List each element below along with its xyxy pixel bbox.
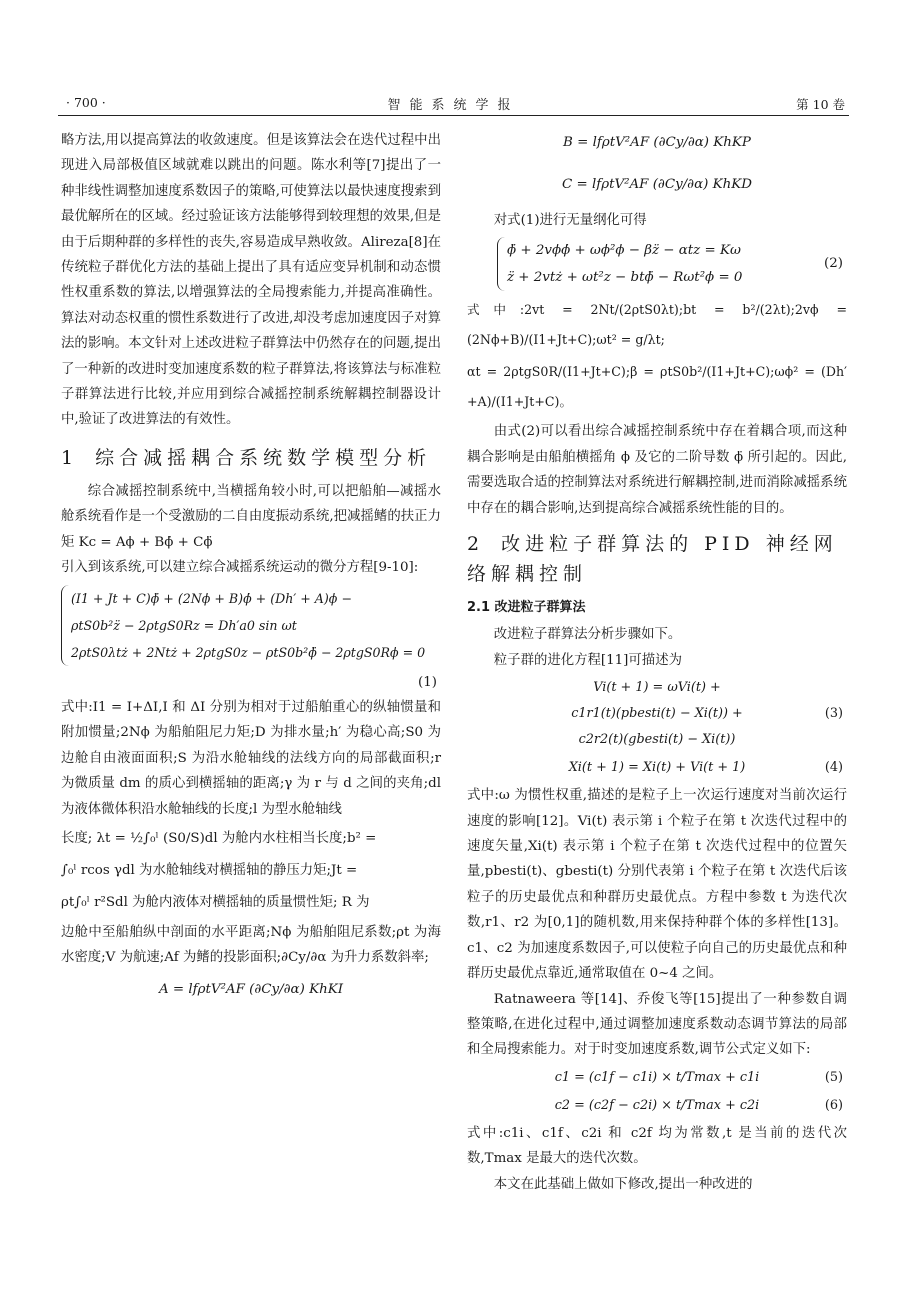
equation-5-number: (5) bbox=[824, 1069, 843, 1085]
equation-2-line-2: z̈ + 2vtż + ωt²z − btϕ̈ − Rωt²ϕ = 0 bbox=[507, 270, 743, 286]
definitions-line-1: 式中:2vt = 2Nt/(2ρtS0λt);bt = b²/(2λt);2vϕ = (2Nϕ+B)/(I1+Jt+C);ωt² = g/λt; bbox=[467, 302, 847, 348]
left-column bbox=[61, 128, 441, 1005]
modification-paragraph: 本文在此基础上做如下修改,提出一种改进的 bbox=[493, 1176, 753, 1192]
equation-2 bbox=[467, 237, 847, 291]
equation-3 bbox=[467, 675, 847, 753]
symbol-lambda: 长度; λt = ½∫₀ˡ (S0/S)dl 为舱内水柱相当长度;b² = bbox=[61, 830, 377, 846]
symbol-b2: ∫₀ˡ rcos γdl 为水舱轴线对横摇轴的静压力矩;Jt = bbox=[61, 862, 358, 878]
equation-6-body: c2 = (c2f − c2i) × t/Tmax + c2i bbox=[554, 1097, 760, 1113]
equation-4 bbox=[467, 755, 847, 781]
running-header bbox=[58, 93, 849, 116]
equation-1-number: (1) bbox=[418, 674, 437, 690]
equation-6-number: (6) bbox=[824, 1097, 843, 1113]
equation-3-line-2: c1r1(t)(pbesti(t) − Xi(t)) + bbox=[571, 706, 743, 722]
section-2-number: 2 bbox=[467, 533, 480, 556]
equation-1-line-3: 2ρtS0λtż + 2Ntż + 2ρtgS0z − ρtS0b²ϕ̈ − 2ρtgS0Rϕ = 0 bbox=[71, 644, 426, 660]
model-paragraph-b: 引入到该系统,可以建立综合减摇系统运动的微分方程[9-10]: bbox=[61, 560, 419, 576]
equation-2-line-1: ϕ̈ + 2vϕϕ̇ + ωϕ²ϕ − βz̈ − αtz = Kω bbox=[507, 243, 741, 259]
ratnaweera-paragraph: Ratnaweera 等[14]、乔俊飞等[15]提出了一种参数自调整策略,在进化过程中,通过调整加速度系数动态调节算法的局部和全局搜索能力。对于时变加速度系数,调节公式定义如下: bbox=[467, 991, 847, 1058]
page-number: · 700 · bbox=[66, 95, 106, 110]
constants-paragraph: 式中:c1i、c1f、c2i 和 c2f 均为常数,t 是当前的迭代次数,Tmax 是最大的迭代次数。 bbox=[467, 1125, 847, 1167]
equation-3-line-3: c2r2(t)(gbesti(t) − Xi(t)) bbox=[578, 732, 736, 748]
steps-paragraph: 改进粒子群算法分析步骤如下。 bbox=[493, 627, 682, 643]
equation-b: B = lfρtV²AF (∂Cy/∂α) KhKP bbox=[563, 135, 751, 150]
equation-2-number: (2) bbox=[824, 256, 843, 272]
equation-1-line-1: (I1 + Jt + C)ϕ̈ + (2Nϕ + B)ϕ̇ + (Dh′ + A)ϕ − bbox=[71, 590, 352, 606]
section-1-heading bbox=[61, 443, 441, 473]
equation-3-number: (3) bbox=[824, 706, 843, 722]
volume-label: 第 10 卷 bbox=[796, 97, 845, 112]
intro-paragraph: 略方法,用以提高算法的收敛速度。但是该算法会在迭代过程中出现进入局部极值区域就难以跳出的问题。陈水利等[7]提出了一种非线性调整加速度系数因子的策略,可使算法以最快速度搜索到最优解所在的区域。经过验证该方法能够得到较理想的效果,但是由于后期种群的多样性的丧失,容易造成早熟收敛。Alireza[8]在传统粒子群优化方法的基础上提出了具有适应变异机制和动态惯性权重系数的算法,以增强算法的全局搜索能力,并提高准确性。算法对动态权重的惯性系数进行了改进,却没考虑加速度因子对算法的影响。本文针对上述改进粒子群算法中仍然存在的问题,提出了一种新的改进时变加速度系数的粒子群算法,将该算法与标准粒子群算法进行比较,并应用到综合减摇控制系统解耦控制器设计中,验证了改进算法的有效性。 bbox=[61, 133, 441, 428]
subsection-2-1-heading: 2.1 改进粒子群算法 bbox=[467, 600, 586, 616]
right-column bbox=[467, 128, 847, 1197]
equation-c: C = lfρtV²AF (∂Cy/∂α) KhKD bbox=[561, 177, 752, 192]
evolution-paragraph: 粒子群的进化方程[11]可描述为 bbox=[493, 652, 682, 668]
equation-4-body: Xi(t + 1) = Xi(t) + Vi(t + 1) bbox=[568, 760, 746, 776]
coupling-paragraph: 由式(2)可以看出综合减摇控制系统中存在着耦合项,而这种耦合影响是由船舶横摇角 ϕ 及它的二阶导数 ϕ̈ 所引起的。因此,需要选取合适的控制算法对系统进行解耦控制,进而消除减摇系统中存在的耦合影响,达到提高综合减摇系统性能的目的。 bbox=[467, 424, 847, 516]
equation-1-brace bbox=[61, 585, 70, 666]
equation-a: A = lfρtV²AF (∂Cy/∂α) KhKI bbox=[159, 981, 343, 997]
parameter-description: 式中:ω 为惯性权重,描述的是粒子上一次运行速度对当前次运行速度的影响[12]。Vi(t) 表示第 i 个粒子在第 t 次迭代过程中的速度矢量,Xi(t) 表示第 i 个粒子在第 t 次迭代过程中的位置矢量,pbesti(t)、gbesti(t) 分别代表第 i 个粒子在第 t 次迭代后该粒子的历史最优点和种群历史最优点。方程中参数 t 为迭代次数,r1、r2 为[0,1]的随机数,用来保持种群个体的多样性[13]。c1、c2 为加速度系数因子,可以使粒子向自己的历史最优点和种群历史最优点靠近,通常取值在 0~4 之间。 bbox=[467, 788, 847, 982]
journal-name: 智能系统学报 bbox=[387, 98, 520, 113]
equation-3-line-1: Vi(t + 1) = ωVi(t) + bbox=[593, 680, 721, 696]
symbol-jt: ρt∫₀ˡ r²Sdl 为舱内液体对横摇轴的质量惯性矩; R 为 bbox=[61, 894, 370, 910]
section-2-title: 改进粒子群算法的 PID 神经网络解耦控制 bbox=[467, 533, 838, 586]
section-1-title: 综合减摇耦合系统数学模型分析 bbox=[95, 446, 432, 469]
equation-5 bbox=[467, 1065, 847, 1091]
equation-5-body: c1 = (c1f − c1i) × t/Tmax + c1i bbox=[554, 1069, 760, 1085]
model-paragraph-a: 综合减摇控制系统中,当横摇角较小时,可以把船舶—减摇水舱系统看作是一个受激励的二自由度振动系统,把减摇鳍的扶正力矩 Kc = Aϕ + Bϕ̇ + Cϕ̈ bbox=[61, 483, 441, 550]
equation-6 bbox=[467, 1093, 847, 1119]
definitions-line-2: αt = 2ρtgS0R/(I1+Jt+C);β = ρtS0b²/(I1+Jt+C);ωϕ² = (Dh′+A)/(I1+Jt+C)。 bbox=[467, 364, 847, 410]
section-1-number: 1 bbox=[61, 446, 74, 469]
equation-1 bbox=[61, 585, 441, 666]
equation-4-number: (4) bbox=[824, 760, 843, 776]
symbol-definitions-2: 边舱中至船舶纵中剖面的水平距离;Nϕ 为船舶阻尼系数;ρt 为海水密度;V 为航速;Af 为鳍的投影面积;∂Cy/∂α 为升力系数斜率; bbox=[61, 924, 441, 966]
section-2-heading bbox=[467, 529, 847, 589]
symbol-definitions-1: 式中:I1 = I+ΔI,I 和 ΔI 分别为相对于过船舶重心的纵轴惯量和附加惯量;2Nϕ 为船舶阻尼力矩;D 为排水量;h′ 为稳心高;S0 为边舱自由液面面积;S 为沿水舱轴线的法线方向的局部截面积;r 为微质量 dm 的质心到横摇轴的距离;γ 为 r 与 d 之间的夹角;dl 为液体微体积沿水舱轴线的长度;l 为型水舱轴线 bbox=[61, 699, 441, 817]
equation-1-line-2: ρtS0b²z̈ − 2ρtgS0Rz = Dh′a0 sin ωt bbox=[71, 617, 297, 633]
nondim-paragraph: 对式(1)进行无量纲化可得 bbox=[493, 213, 647, 228]
